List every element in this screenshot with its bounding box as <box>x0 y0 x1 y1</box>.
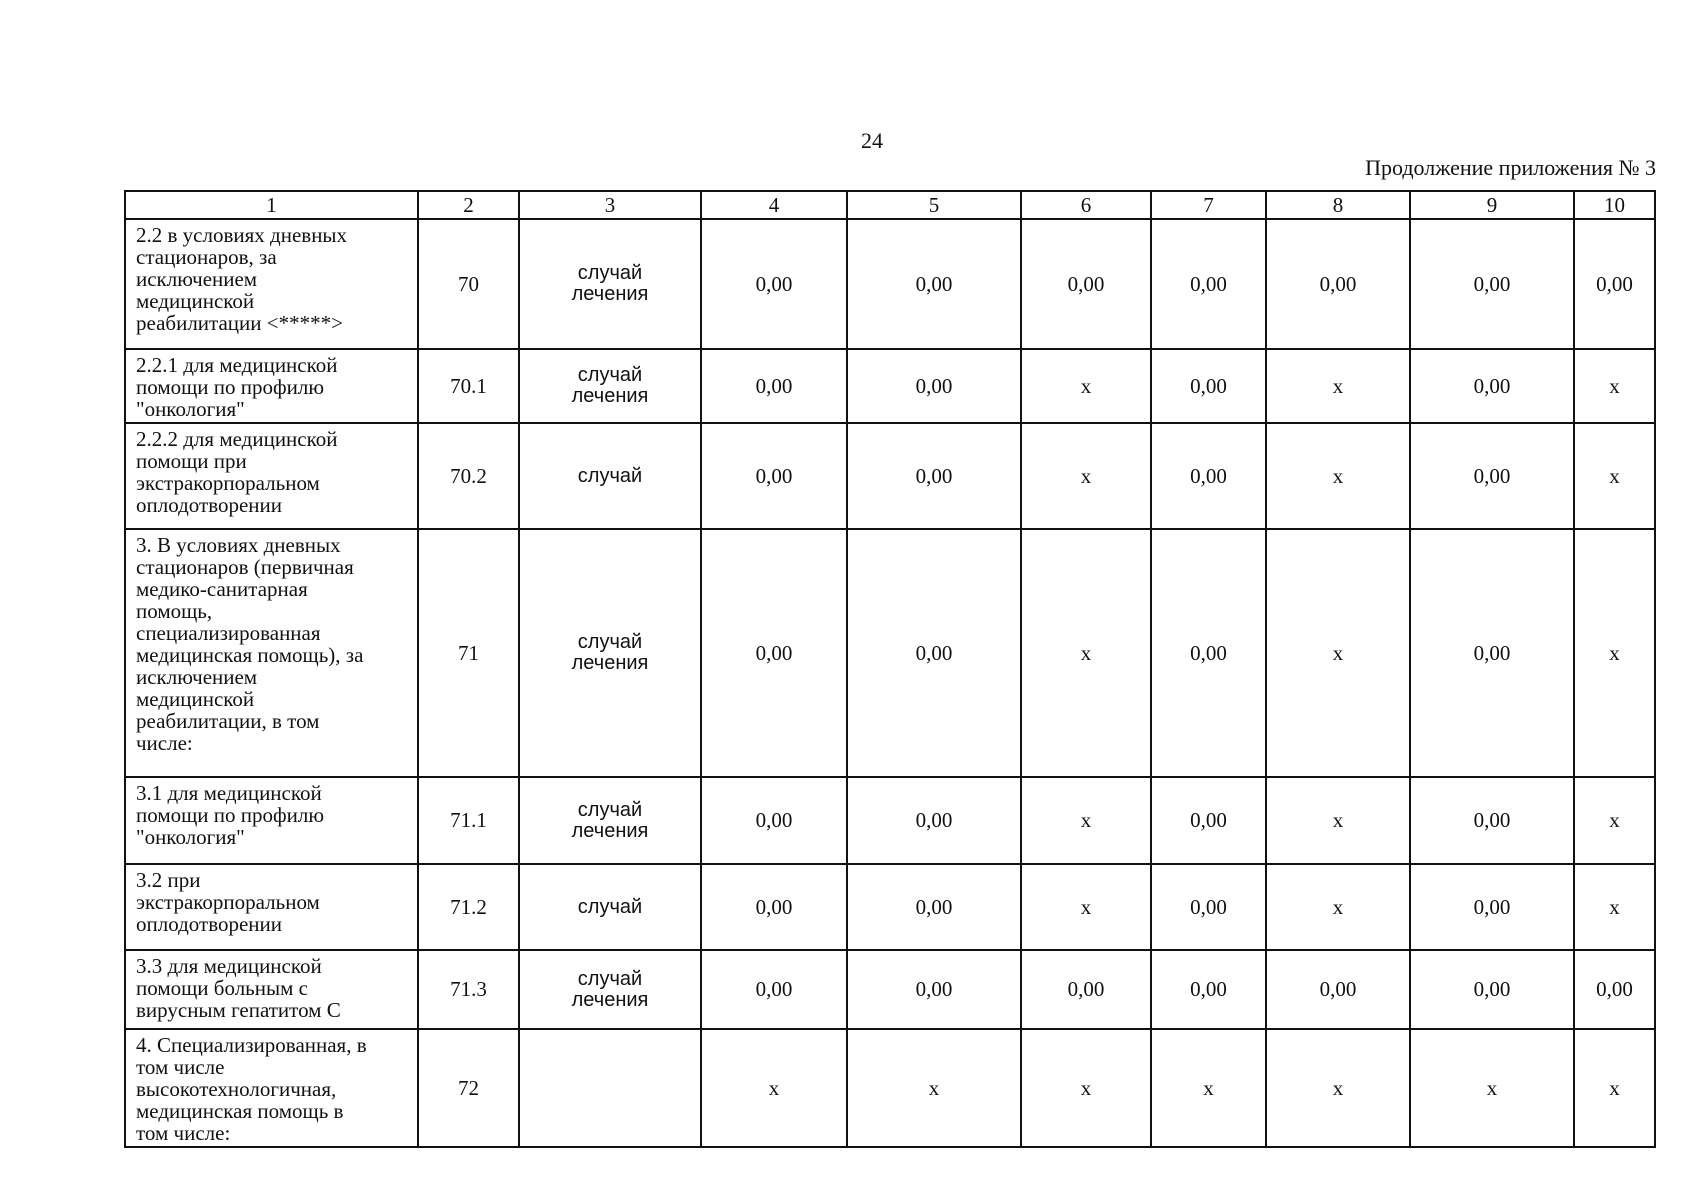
table-row <box>125 529 1655 777</box>
row-value: 0,00 <box>1151 777 1266 864</box>
row-code: 71.3 <box>418 950 519 1029</box>
row-value: 0,00 <box>701 864 847 950</box>
row-code: 70.2 <box>418 423 519 529</box>
table-row <box>125 1029 1655 1147</box>
row-code: 71 <box>418 529 519 777</box>
table-row <box>125 219 1655 349</box>
table-row <box>125 777 1655 864</box>
row-unit: случай лечения <box>519 950 701 1029</box>
row-value: x <box>1021 864 1151 950</box>
row-value: 0,00 <box>847 219 1021 349</box>
row-value: 0,00 <box>1266 950 1410 1029</box>
row-code: 72 <box>418 1029 519 1147</box>
row-value: x <box>1021 529 1151 777</box>
row-value: 0,00 <box>847 950 1021 1029</box>
row-value: 0,00 <box>1151 349 1266 423</box>
column-header: 2 <box>418 191 519 219</box>
row-value: x <box>1266 349 1410 423</box>
row-value: x <box>1266 1029 1410 1147</box>
row-value: x <box>847 1029 1021 1147</box>
row-value: 0,00 <box>701 529 847 777</box>
row-value: x <box>1574 529 1655 777</box>
row-value: 0,00 <box>701 349 847 423</box>
row-unit: случай <box>519 864 701 950</box>
row-value: 0,00 <box>1021 950 1151 1029</box>
row-value: 0,00 <box>1151 950 1266 1029</box>
row-value: 0,00 <box>701 950 847 1029</box>
row-code: 71.1 <box>418 777 519 864</box>
row-value: 0,00 <box>847 777 1021 864</box>
row-value: 0,00 <box>847 349 1021 423</box>
row-name: 2.2.2 для медицинской помощи при экстракорпоральном оплодотворении <box>125 423 418 529</box>
row-unit: случай лечения <box>519 529 701 777</box>
row-name: 3.2 при экстракорпоральном оплодотворении <box>125 864 418 950</box>
row-name: 4. Специализированная, в том числе высокотехнологичная, медицинская помощь в том числе: <box>125 1029 418 1147</box>
row-value: 0,00 <box>1410 423 1574 529</box>
row-value: 0,00 <box>847 529 1021 777</box>
row-value: 0,00 <box>1574 950 1655 1029</box>
row-value: x <box>1266 529 1410 777</box>
row-value: 0,00 <box>847 864 1021 950</box>
row-value: x <box>701 1029 847 1147</box>
table-row <box>125 349 1655 423</box>
row-name: 2.2 в условиях дневных стационаров, за исключением медицинской реабилитации <*****> <box>125 219 418 349</box>
row-code: 70.1 <box>418 349 519 423</box>
column-header: 8 <box>1266 191 1410 219</box>
row-value: 0,00 <box>701 219 847 349</box>
row-value: x <box>1021 1029 1151 1147</box>
row-value: x <box>1574 349 1655 423</box>
row-unit: случай лечения <box>519 219 701 349</box>
row-value: x <box>1021 423 1151 529</box>
row-value: 0,00 <box>1410 529 1574 777</box>
row-unit: случай лечения <box>519 349 701 423</box>
row-value: x <box>1266 777 1410 864</box>
row-unit <box>519 1029 701 1147</box>
row-value: 0,00 <box>1410 950 1574 1029</box>
row-name: 2.2.1 для медицинской помощи по профилю "онкология" <box>125 349 418 423</box>
row-value: 0,00 <box>1410 219 1574 349</box>
row-value: 0,00 <box>1410 777 1574 864</box>
row-value: 0,00 <box>1021 219 1151 349</box>
row-value: x <box>1266 423 1410 529</box>
row-unit: случай <box>519 423 701 529</box>
row-value: 0,00 <box>1410 864 1574 950</box>
row-name: 3. В условиях дневных стационаров (первичная медико-санитарная помощь, специализированная медицинская помощь), за исключением медицинской реабилитации, в том числе: <box>125 529 418 777</box>
row-value: 0,00 <box>1151 529 1266 777</box>
column-header: 9 <box>1410 191 1574 219</box>
table-row <box>125 950 1655 1029</box>
table-row <box>125 423 1655 529</box>
column-header: 3 <box>519 191 701 219</box>
column-header: 1 <box>125 191 418 219</box>
row-value: 0,00 <box>701 777 847 864</box>
row-unit: случай лечения <box>519 777 701 864</box>
continuation-label: Продолжение приложения № 3 <box>1365 155 1656 180</box>
row-value: x <box>1574 1029 1655 1147</box>
row-value: 0,00 <box>1574 219 1655 349</box>
row-value: 0,00 <box>1151 219 1266 349</box>
column-header: 7 <box>1151 191 1266 219</box>
row-value: x <box>1021 349 1151 423</box>
row-name: 3.3 для медицинской помощи больным с вирусным гепатитом С <box>125 950 418 1029</box>
header-row <box>125 191 1655 219</box>
column-header: 10 <box>1574 191 1655 219</box>
row-value: 0,00 <box>701 423 847 529</box>
data-table <box>124 190 1656 1148</box>
row-name: 3.1 для медицинской помощи по профилю "онкология" <box>125 777 418 864</box>
row-value: 0,00 <box>1151 423 1266 529</box>
column-header: 6 <box>1021 191 1151 219</box>
row-value: 0,00 <box>1266 219 1410 349</box>
row-value: x <box>1266 864 1410 950</box>
row-value: x <box>1574 864 1655 950</box>
column-header: 5 <box>847 191 1021 219</box>
column-header: 4 <box>701 191 847 219</box>
table-row <box>125 864 1655 950</box>
row-value: 0,00 <box>1410 349 1574 423</box>
row-value: 0,00 <box>1151 864 1266 950</box>
row-value: x <box>1021 777 1151 864</box>
row-value: x <box>1410 1029 1574 1147</box>
row-code: 70 <box>418 219 519 349</box>
row-value: x <box>1574 423 1655 529</box>
row-value: 0,00 <box>847 423 1021 529</box>
row-value: x <box>1574 777 1655 864</box>
row-code: 71.2 <box>418 864 519 950</box>
page-number: 24 <box>861 128 883 153</box>
row-value: x <box>1151 1029 1266 1147</box>
